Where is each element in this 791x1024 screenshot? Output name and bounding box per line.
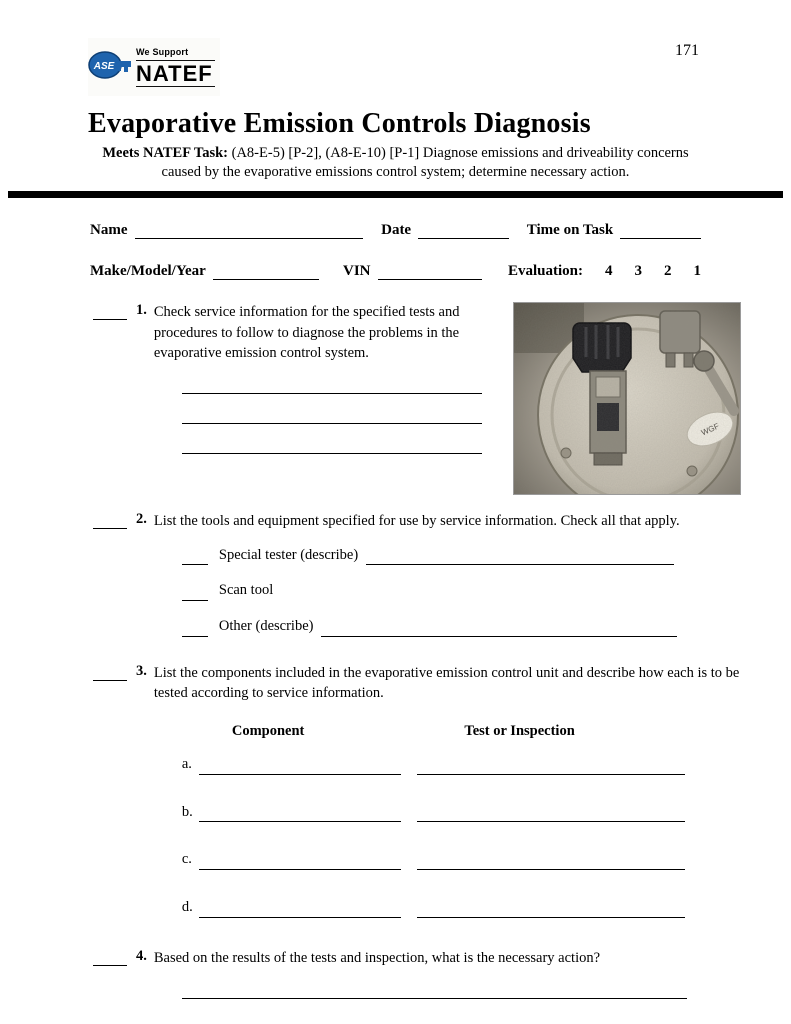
component-row-c — [182, 849, 741, 870]
item2-number: 2. — [136, 511, 147, 528]
evaluation-score-1: 1 — [693, 263, 701, 280]
item3-number: 3. — [136, 662, 147, 679]
task-items — [93, 302, 741, 999]
row-d-test-line — [417, 903, 685, 918]
special-tester-describe-line — [366, 550, 674, 565]
natef-logo — [88, 38, 220, 96]
evap-component-photo — [513, 302, 741, 495]
item3-column-headers — [232, 721, 741, 742]
item3-check-blank — [93, 666, 127, 681]
item1-answer-line-3 — [182, 453, 482, 454]
item4-text: Based on the results of the tests and inspection, what is the necessary action? — [153, 949, 601, 966]
scan-tool-check-blank — [182, 586, 208, 601]
page-number: 171 — [675, 42, 699, 59]
photo-sticker-text: WGF — [699, 421, 721, 438]
make-model-year-label: Make/Model/Year — [90, 263, 206, 280]
task-item-2 — [93, 511, 741, 636]
row-a-test-line — [417, 760, 685, 775]
component-column-header: Component — [231, 722, 305, 739]
component-row-b — [182, 802, 741, 823]
task-item-3 — [93, 663, 741, 918]
item4-answer-blanks — [182, 998, 687, 999]
item2-text: List the tools and equipment specified for use by service information. Check all that apply. — [153, 513, 680, 530]
other-check-blank — [182, 622, 208, 637]
special-tester-check-blank — [182, 550, 208, 565]
item3-text: List the components included in the evaporative emission control unit and describe how each is to be tested according to service information. — [153, 664, 740, 702]
item2-body — [154, 511, 680, 636]
ase-key-icon — [88, 45, 132, 90]
component-row-d — [182, 897, 741, 918]
item1-answer-line-1 — [182, 393, 482, 394]
time-on-task-blank-line — [620, 224, 701, 239]
row-c-component-line — [199, 855, 401, 870]
item1-text: Check service information for the specified tests and procedures to follow to diagnose the problems in the evaporative emission control system. — [153, 304, 460, 362]
item2-options — [182, 545, 680, 637]
time-on-task-label: Time on Task — [526, 222, 614, 239]
divider-rule — [8, 191, 783, 198]
item1-check-blank — [93, 305, 127, 320]
component-row-a — [182, 754, 741, 775]
name-label: Name — [90, 222, 128, 239]
item4-check-blank — [93, 951, 127, 966]
logo-support-text: We Support — [136, 46, 189, 57]
row-d-component-line — [199, 903, 401, 918]
row-c-label: c. — [181, 851, 192, 868]
identity-row — [90, 222, 701, 239]
evaluation-score-4: 4 — [605, 263, 613, 280]
test-or-inspection-column-header: Test or Inspection — [464, 722, 575, 739]
option-other — [182, 616, 680, 637]
other-describe-line — [321, 622, 677, 637]
task-label: Meets NATEF Task: — [102, 145, 228, 161]
natef-task-line — [92, 144, 699, 182]
row-a-label: a. — [181, 756, 192, 773]
task-item-4 — [93, 948, 741, 1000]
item1-body — [154, 302, 503, 454]
logo-org-text: NATEF — [136, 60, 213, 86]
item1-answer-line-2 — [182, 423, 482, 424]
component-rows — [182, 754, 741, 917]
natef-logo-text — [136, 48, 215, 87]
item3-body — [154, 663, 741, 918]
date-label: Date — [381, 222, 412, 239]
other-label: Other (describe) — [218, 617, 314, 634]
vehicle-row — [90, 263, 701, 280]
evaluation-score-2: 2 — [664, 263, 672, 280]
svg-text:ASE: ASE — [93, 60, 115, 72]
task-text: (A8-E-5) [P-2], (A8-E-10) [P-1] Diagnose emissions and driveability concerns caused by the evaporative emissions control system; determine necessary action. — [161, 145, 689, 181]
make-model-year-blank-line — [213, 265, 319, 280]
item1-number: 1. — [136, 302, 147, 319]
vin-label: VIN — [343, 263, 371, 280]
row-b-component-line — [199, 807, 401, 822]
evaluation-label: Evaluation: — [507, 263, 583, 280]
page-header — [0, 0, 791, 96]
item4-number: 4. — [136, 947, 147, 964]
scan-tool-label: Scan tool — [218, 582, 274, 599]
task-item-1-wrap — [93, 302, 741, 495]
row-b-label: b. — [181, 803, 193, 820]
item1-answer-blanks — [182, 393, 503, 454]
special-tester-label: Special tester (describe) — [218, 546, 359, 563]
item4-answer-line — [182, 998, 687, 999]
vin-blank-line — [378, 265, 482, 280]
page-title: Evaporative Emission Controls Diagnosis — [88, 108, 591, 139]
date-blank-line — [418, 224, 509, 239]
item4-body — [154, 948, 687, 1000]
name-blank-line — [135, 224, 364, 239]
task-item-1 — [93, 302, 503, 495]
option-scan-tool — [182, 580, 680, 601]
item2-check-blank — [93, 514, 127, 529]
row-a-component-line — [199, 760, 401, 775]
row-c-test-line — [417, 855, 685, 870]
row-d-label: d. — [181, 899, 193, 916]
evaluation-score-3: 3 — [634, 263, 642, 280]
option-special-tester — [182, 545, 680, 566]
row-b-test-line — [417, 807, 685, 822]
